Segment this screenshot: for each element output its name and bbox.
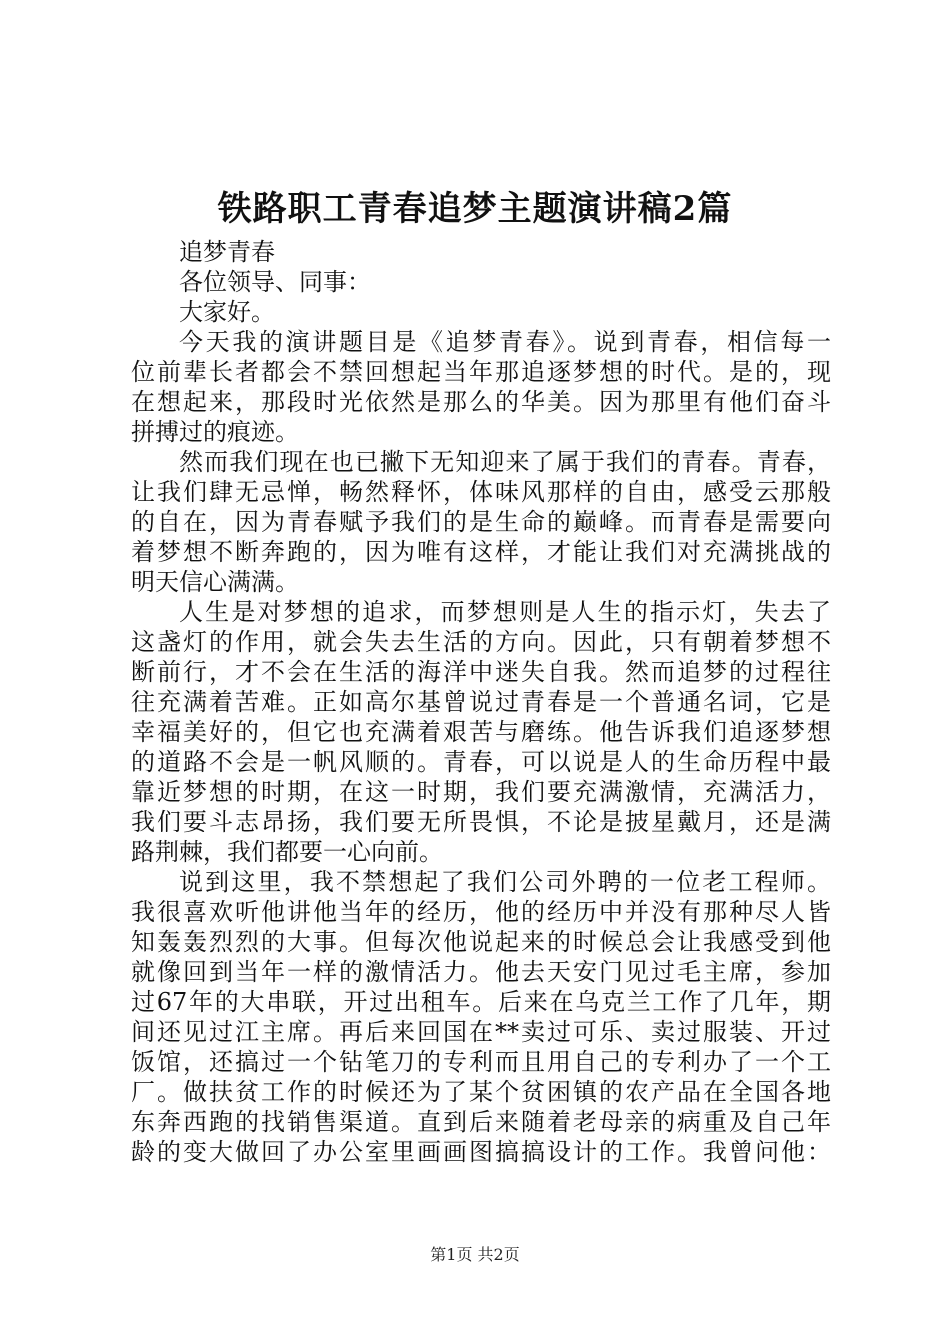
text-line: 靠近梦想的时期，在这一时期，我们要充满激情，充满活力， [131,778,831,806]
text-line: 拼搏过的痕迹。 [131,418,299,446]
text-line: 着梦想不断奔跑的，因为唯有这样，才能让我们对充满挑战的 [131,538,831,566]
text-line: 让我们肆无忌惮，畅然释怀，体味风那样的自由，感受云那般 [131,478,831,506]
text-line: 就像回到当年一样的激情活力。他去天安门见过毛主席，参加 [131,958,831,986]
text-line: 厂。做扶贫工作的时候还为了某个贫困镇的农产品在全国各地 [131,1078,831,1106]
text-line: 路荆棘，我们都要一心向前。 [131,838,443,866]
text-line: 大家好。 [179,298,275,326]
text-line: 位前辈长者都会不禁回想起当年那追逐梦想的时代。是的，现 [131,358,831,386]
text-line: 我们要斗志昂扬，我们要无所畏惧，不论是披星戴月，还是满 [131,808,831,836]
text-line: 知轰轰烈烈的大事。但每次他说起来的时候总会让我感受到他 [131,928,831,956]
text-line: 饭馆，还搞过一个钻笔刀的专利而且用自己的专利办了一个工 [131,1048,831,1076]
document-body [131,237,831,1167]
text-line: 追梦青春 [179,238,275,266]
text-line: 过67年的大串联，开过出租车。后来在乌克兰工作了几年，期 [131,988,831,1016]
text-line: 东奔西跑的找销售渠道。直到后来随着老母亲的病重及自己年 [131,1108,831,1136]
text-line: 这盏灯的作用，就会失去生活的方向。因此，只有朝着梦想不 [131,628,831,656]
text-line: 龄的变大做回了办公室里画画图搞搞设计的工作。我曾问他： [131,1138,831,1166]
text-line: 说到这里，我不禁想起了我们公司外聘的一位老工程师。 [179,868,831,896]
page-footer: 第1页 共2页 [430,1245,520,1264]
text-line: 各位领导、同事： [179,268,371,296]
text-line: 然而我们现在也已撇下无知迎来了属于我们的青春。青春， [179,448,831,476]
text-line: 间还见过江主席。再后来回国在**卖过可乐、卖过服装、开过 [131,1018,831,1046]
document-title: 铁路职工青春追梦主题演讲稿2篇 [217,189,733,229]
text-line: 往充满着苦难。正如高尔基曾说过青春是一个普通名词，它是 [131,688,831,716]
text-line: 今天我的演讲题目是《追梦青春》。说到青春，相信每一 [179,328,831,356]
text-line: 明天信心满满。 [131,568,299,596]
text-line: 人生是对梦想的追求，而梦想则是人生的指示灯，失去了 [179,598,831,626]
text-line: 断前行，才不会在生活的海洋中迷失自我。然而追梦的过程往 [131,658,831,686]
text-line: 的道路不会是一帆风顺的。青春，可以说是人的生命历程中最 [131,748,831,776]
text-line: 在想起来，那段时光依然是那么的华美。因为那里有他们奋斗 [131,388,831,416]
text-line: 我很喜欢听他讲他当年的经历，他的经历中并没有那种尽人皆 [131,898,831,926]
text-line: 幸福美好的，但它也充满着艰苦与磨练。他告诉我们追逐梦想 [131,718,831,746]
text-line: 的自在，因为青春赋予我们的是生命的巅峰。而青春是需要向 [131,508,831,536]
